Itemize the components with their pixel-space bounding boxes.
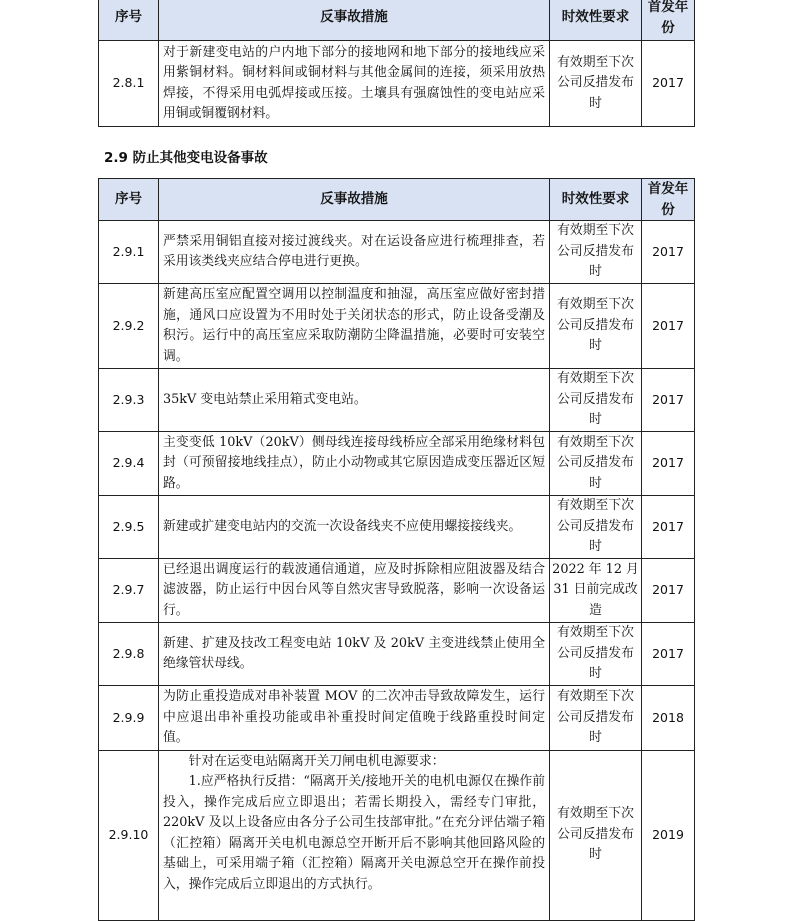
row-no: 2.9.8 <box>99 623 159 686</box>
row-validity: 有效期至下次公司反措发布时 <box>550 750 642 920</box>
row-measure: 新建、扩建及技改工程变电站 10kV 及 20kV 主变进线禁止使用全绝缘管状母线。 <box>159 623 550 686</box>
table-header-row <box>99 179 695 221</box>
row-measure: 新建或扩建变电站内的交流一次设备线夹不应使用螺接接线夹。 <box>159 496 550 559</box>
row-validity: 有效期至下次公司反措发布时 <box>550 369 642 432</box>
table-row <box>99 369 695 432</box>
row-no: 2.9.9 <box>99 686 159 751</box>
table-row <box>99 686 695 751</box>
row-year: 2018 <box>642 686 695 751</box>
table-2-8 <box>98 0 695 127</box>
section-title: 2.9 防止其他变电设备事故 <box>104 150 268 166</box>
row-no: 2.9.3 <box>99 369 159 432</box>
row-validity: 有效期至下次公司反措发布时 <box>550 686 642 751</box>
row-validity: 有效期至下次公司反措发布时 <box>550 431 642 496</box>
table-2-9 <box>98 178 695 921</box>
row-year: 2019 <box>642 750 695 920</box>
row-measure: 为防止重投造成对串补装置 MOV 的二次冲击导致故障发生，运行中应退出串补重投功能或串补重投时间定值晚于线路重投时间定值。 <box>159 686 550 751</box>
measure-item-1: 1.应严格执行反措：“隔离开关/接地开关的电机电源仅在操作前投入，操作完成后应立即退出；若需长期投入，需经专门审批，220kV 及以上设备应由各分子公司生技部审批。”在充分评估端子箱（汇控箱）隔离开关电机电源总空开断开后不影响其他回路风险的基础上，可采用端子箱（汇控箱）隔离开关电源总空开在操作前投入，操作完成后立即退出的方式执行。 <box>163 774 545 892</box>
row-year: 2017 <box>642 369 695 432</box>
header-validity: 时效性要求 <box>550 0 642 41</box>
row-validity: 有效期至下次公司反措发布时 <box>550 623 642 686</box>
row-no: 2.9.4 <box>99 431 159 496</box>
row-measure: 对于新建变电站的户内地下部分的接地网和地下部分的接地线应采用紫铜材料。铜材料间或铜材料与其他金属间的连接，须采用放热焊接，不得采用电弧焊接或压接。土壤具有强腐蚀性的变电站应采用铜或铜覆钢材料。 <box>159 41 550 127</box>
row-validity: 有效期至下次公司反措发布时 <box>550 496 642 559</box>
header-measure: 反事故措施 <box>159 0 550 41</box>
row-validity: 有效期至下次公司反措发布时 <box>550 221 642 284</box>
table-row <box>99 221 695 284</box>
row-no: 2.9.1 <box>99 221 159 284</box>
row-year: 2017 <box>642 41 695 127</box>
table-row <box>99 558 695 623</box>
row-measure: 新建高压室应配置空调用以控制温度和抽湿，高压室应做好密封措施，通风口应设置为不用时处于关闭状态的形式，防止设备受潮及积污。运行中的高压室应采取防潮防尘降温措施，必要时可安装空调。 <box>159 284 550 369</box>
table-row <box>99 496 695 559</box>
row-validity: 2022 年 12 月 31 日前完成改造 <box>550 558 642 623</box>
header-no: 序号 <box>99 179 159 221</box>
table-row <box>99 41 695 127</box>
row-measure: 已经退出调度运行的载波通信通道，应及时拆除相应阻波器及结合滤波器，防止运行中因台风等自然灾害导致脱落，影响一次设备运行。 <box>159 558 550 623</box>
row-year: 2017 <box>642 496 695 559</box>
row-validity: 有效期至下次公司反措发布时 <box>550 284 642 369</box>
row-year: 2017 <box>642 221 695 284</box>
row-measure: 主变变低 10kV（20kV）侧母线连接母线桥应全部采用绝缘材料包封（可预留接地线挂点），防止小动物或其它原因造成变压器近区短路。 <box>159 431 550 496</box>
table-row <box>99 623 695 686</box>
header-year: 首发年份 <box>642 0 695 41</box>
row-no: 2.8.1 <box>99 41 159 127</box>
row-year: 2017 <box>642 284 695 369</box>
row-measure <box>159 750 550 920</box>
header-measure: 反事故措施 <box>159 179 550 221</box>
table-row <box>99 284 695 369</box>
header-year: 首发年份 <box>642 179 695 221</box>
row-no: 2.9.10 <box>99 750 159 920</box>
table-row <box>99 431 695 496</box>
header-validity: 时效性要求 <box>550 179 642 221</box>
table-header-row <box>99 0 695 41</box>
row-no: 2.9.2 <box>99 284 159 369</box>
row-year: 2017 <box>642 558 695 623</box>
row-year: 2017 <box>642 623 695 686</box>
row-measure: 严禁采用铜铝直接对接过渡线夹。对在运设备应进行梳理排查，若采用该类线夹应结合停电进行更换。 <box>159 221 550 284</box>
row-measure: 35kV 变电站禁止采用箱式变电站。 <box>159 369 550 432</box>
row-no: 2.9.7 <box>99 558 159 623</box>
row-no: 2.9.5 <box>99 496 159 559</box>
row-year: 2017 <box>642 431 695 496</box>
row-validity: 有效期至下次公司反措发布时 <box>550 41 642 127</box>
measure-intro: 针对在运变电站隔离开关刀闸电机电源要求： <box>188 753 445 769</box>
table-row <box>99 750 695 920</box>
header-no: 序号 <box>99 0 159 41</box>
